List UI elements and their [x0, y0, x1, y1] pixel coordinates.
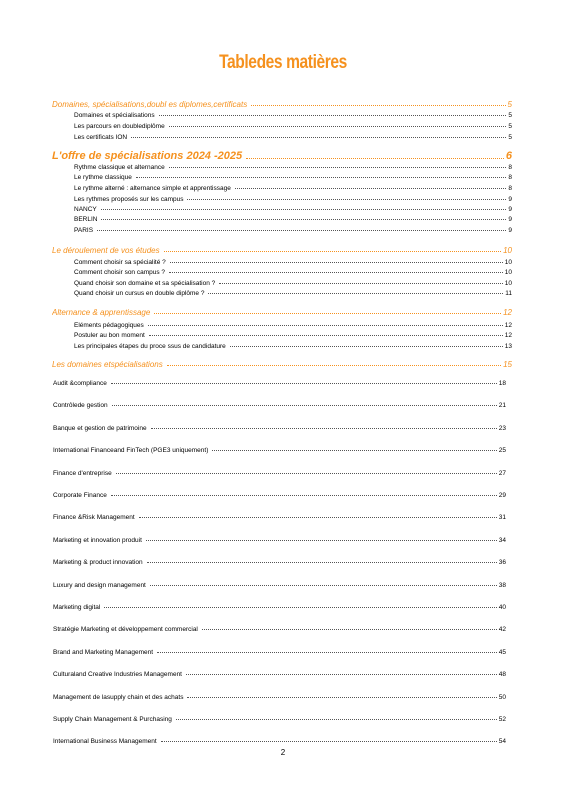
toc-entry-page: 5: [508, 134, 512, 141]
toc-section-heading[interactable]: [52, 359, 512, 369]
toc-entry-label: Alternance & apprentissage: [52, 308, 151, 317]
toc-specialization-entry[interactable]: [53, 444, 506, 454]
toc-entry-page: 5: [507, 100, 512, 109]
dot-leader: [101, 209, 507, 210]
dot-leader: [212, 450, 496, 451]
toc-section-heading[interactable]: [52, 307, 512, 317]
toc-entry-label: Brand and Marketing Management: [53, 649, 154, 656]
dot-leader: [169, 167, 507, 168]
dot-leader: [148, 325, 503, 326]
toc-specialization-entry[interactable]: [53, 377, 506, 387]
toc-entry-label: Comment choisir sa spécialité ?: [74, 259, 166, 266]
toc-entry-page: 5: [508, 123, 512, 130]
toc-subsection-entry[interactable]: [74, 225, 512, 234]
toc-entry-label: Le rythme alterné : alternance simple et apprentissage: [74, 185, 231, 192]
toc-entry-label: Management de lasupply chain et des achats: [53, 694, 184, 701]
toc-entry-label: Domaines et spécialisations: [74, 112, 155, 119]
toc-entry-page: 9: [508, 196, 512, 203]
toc-subsection-entry[interactable]: [74, 204, 512, 213]
toc-specialization-entry[interactable]: [53, 691, 506, 701]
dot-leader: [131, 137, 506, 138]
toc-entry-label: Culturaland Creative Industries Management: [53, 671, 182, 678]
toc-entry-label: Le déroulement de vos études: [52, 246, 160, 255]
toc-entry-label: Stratégie Marketing et développement commercial: [53, 626, 198, 633]
toc-entry-label: L'offre de spécialisations 2024 -2025: [52, 150, 243, 162]
dot-leader: [170, 262, 503, 263]
toc-entry-page: 10: [503, 246, 512, 255]
toc-entry-page: 10: [504, 269, 512, 276]
toc-specialization-entry[interactable]: [53, 422, 506, 432]
toc-entry-page: 25: [498, 447, 506, 454]
toc-subsection-entry[interactable]: [74, 330, 512, 339]
dot-leader: [111, 495, 497, 496]
dot-leader: [167, 365, 501, 366]
dot-leader: [150, 585, 497, 586]
toc-entry-page: 9: [508, 227, 512, 234]
dot-leader: [235, 188, 507, 189]
dot-leader: [151, 428, 497, 429]
dot-leader: [208, 293, 503, 294]
toc-entry-page: 10: [504, 280, 512, 287]
toc-subsection-entry[interactable]: [74, 121, 512, 130]
dot-leader: [116, 473, 497, 474]
toc-entry-page: 13: [504, 343, 512, 350]
dot-leader: [251, 105, 505, 106]
toc-entry-label: Comment choisir son campus ?: [74, 269, 166, 276]
toc-section-heading[interactable]: [52, 148, 512, 162]
toc-entry-page: 34: [498, 537, 506, 544]
dot-leader: [111, 383, 497, 384]
toc-entry-page: 10: [504, 259, 512, 266]
toc-subsection-entry[interactable]: [74, 267, 512, 276]
dot-leader: [104, 607, 496, 608]
toc-entry-label: Finance d'entreprise: [53, 470, 112, 477]
toc-entry-label: BERLIN: [74, 216, 98, 223]
toc-specialization-entry[interactable]: [53, 489, 506, 499]
toc-entry-page: 11: [505, 290, 512, 297]
dot-leader: [169, 272, 503, 273]
toc-subsection-entry[interactable]: [74, 110, 512, 119]
toc-entry-page: 21: [498, 402, 506, 409]
toc-specialization-entry[interactable]: [53, 735, 506, 745]
toc-entry-label: Les principales étapes du proce ssus de candidature: [74, 343, 226, 350]
dot-leader: [219, 283, 502, 284]
dot-leader: [161, 741, 497, 742]
toc-entry-label: Les rythmes proposés sur les campus: [74, 196, 184, 203]
toc-subsection-entry[interactable]: [74, 183, 512, 192]
toc-entry-label: Eléments pédagogiques: [74, 322, 144, 329]
toc-entry-label: Quand choisir son domaine et sa spécialisation ?: [74, 280, 216, 287]
toc-entry-label: Rythme classique et alternance: [74, 164, 165, 171]
dot-leader: [169, 126, 507, 127]
toc-entry-page: 18: [498, 380, 506, 387]
toc-specialization-entry[interactable]: [53, 511, 506, 521]
toc-specialization-entry[interactable]: [53, 467, 506, 477]
dot-leader: [101, 219, 506, 220]
toc-specialization-entry[interactable]: [53, 713, 506, 723]
toc-specialization-entry[interactable]: [53, 556, 506, 566]
toc-entry-page: 6: [505, 150, 512, 162]
toc-entry-page: 23: [498, 425, 506, 432]
toc-entry-page: 52: [498, 716, 506, 723]
toc-entry-label: Finance &Risk Management: [53, 514, 135, 521]
toc-entry-page: 8: [508, 164, 512, 171]
toc-entry-page: 38: [498, 582, 506, 589]
dot-leader: [176, 719, 497, 720]
toc-subsection-entry[interactable]: [74, 132, 512, 141]
toc-entry-page: 12: [504, 322, 512, 329]
toc-subsection-entry[interactable]: [74, 214, 512, 223]
toc-entry-label: Audit &compliance: [53, 380, 107, 387]
toc-entry-label: Contrôlede gestion: [53, 402, 108, 409]
toc-subsection-entry[interactable]: [74, 194, 512, 203]
toc-entry-page: 54: [498, 738, 506, 745]
toc-entry-page: 8: [508, 185, 512, 192]
toc-entry-page: 8: [508, 174, 512, 181]
toc-specialization-entry[interactable]: [53, 601, 506, 611]
dot-leader: [147, 562, 497, 563]
toc-section-heading[interactable]: [52, 245, 512, 255]
toc-entry-page: 40: [498, 604, 506, 611]
toc-subsection-entry[interactable]: [74, 341, 512, 350]
dot-leader: [202, 629, 497, 630]
toc-specialization-entry[interactable]: [53, 646, 506, 656]
toc-entry-label: Le rythme classique: [74, 174, 132, 181]
toc-entry-label: Marketing & product innovation: [53, 559, 143, 566]
dot-leader: [146, 540, 497, 541]
page-number: 2: [280, 748, 286, 757]
toc-entry-label: Les domaines etspécialisations: [52, 360, 163, 369]
toc-entry-label: Domaines, spécialisations,doubl es diplomes,certificats: [52, 100, 248, 109]
dot-leader: [246, 158, 504, 159]
toc-entry-label: Marketing digital: [53, 604, 101, 611]
dot-leader: [187, 697, 496, 698]
toc-entry-label: NANCY: [74, 206, 97, 213]
toc-entry-page: 29: [498, 492, 506, 499]
toc-entry-label: PARIS: [74, 227, 94, 234]
toc-entry-label: International Financeand FinTech (PGE3 uniquement): [53, 447, 209, 454]
dot-leader: [157, 652, 497, 653]
toc-entry-page: 45: [498, 649, 506, 656]
toc-entry-label: International Business Management: [53, 738, 157, 745]
dot-leader: [154, 313, 501, 314]
toc-entry-page: 9: [508, 216, 512, 223]
page-title: Tabledes matières: [219, 52, 347, 73]
toc-entry-label: Supply Chain Management & Purchasing: [53, 716, 172, 723]
dot-leader: [186, 674, 497, 675]
toc-subsection-entry[interactable]: [74, 288, 512, 297]
dot-leader: [112, 405, 497, 406]
toc-subsection-entry[interactable]: [74, 257, 512, 266]
toc-subsection-entry[interactable]: [74, 278, 512, 287]
toc-entry-label: Banque et gestion de patrimoine: [53, 425, 147, 432]
toc-entry-page: 48: [498, 671, 506, 678]
toc-entry-page: 50: [498, 694, 506, 701]
dot-leader: [187, 199, 506, 200]
dot-leader: [139, 517, 497, 518]
toc-entry-label: Marketing et innovation produit: [53, 537, 142, 544]
toc-entry-label: Quand choisir un cursus en double diplôme ?: [74, 290, 205, 297]
toc-subsection-entry[interactable]: [74, 162, 512, 171]
toc-entry-label: Postuler au bon moment: [74, 332, 145, 339]
toc-specialization-entry[interactable]: [53, 668, 506, 678]
dot-leader: [230, 346, 503, 347]
toc-entry-label: Les certificats ION: [74, 134, 128, 141]
toc-entry-page: 5: [508, 112, 512, 119]
toc-entry-label: Corporate Finance: [53, 492, 107, 499]
toc-subsection-entry[interactable]: [74, 320, 512, 329]
toc-entry-page: 12: [503, 308, 512, 317]
toc-entry-page: 15: [503, 360, 512, 369]
toc-specialization-entry[interactable]: [53, 534, 506, 544]
dot-leader: [159, 115, 507, 116]
toc-entry-page: 31: [498, 514, 506, 521]
toc-subsection-entry[interactable]: [74, 172, 512, 181]
toc-specialization-entry[interactable]: [53, 399, 506, 409]
dot-leader: [164, 251, 501, 252]
toc-entry-label: Les parcours en doublediplôme: [74, 123, 165, 130]
toc-entry-page: 36: [498, 559, 506, 566]
toc-specialization-entry[interactable]: [53, 623, 506, 633]
toc-entry-page: 9: [508, 206, 512, 213]
dot-leader: [136, 177, 507, 178]
dot-leader: [149, 335, 503, 336]
toc-entry-page: 27: [498, 470, 506, 477]
toc-entry-label: Luxury and design management: [53, 582, 146, 589]
toc-entry-page: 12: [504, 332, 512, 339]
toc-entry-page: 42: [498, 626, 506, 633]
toc-section-heading[interactable]: [52, 99, 512, 109]
toc-specialization-entry[interactable]: [53, 579, 506, 589]
dot-leader: [97, 230, 506, 231]
